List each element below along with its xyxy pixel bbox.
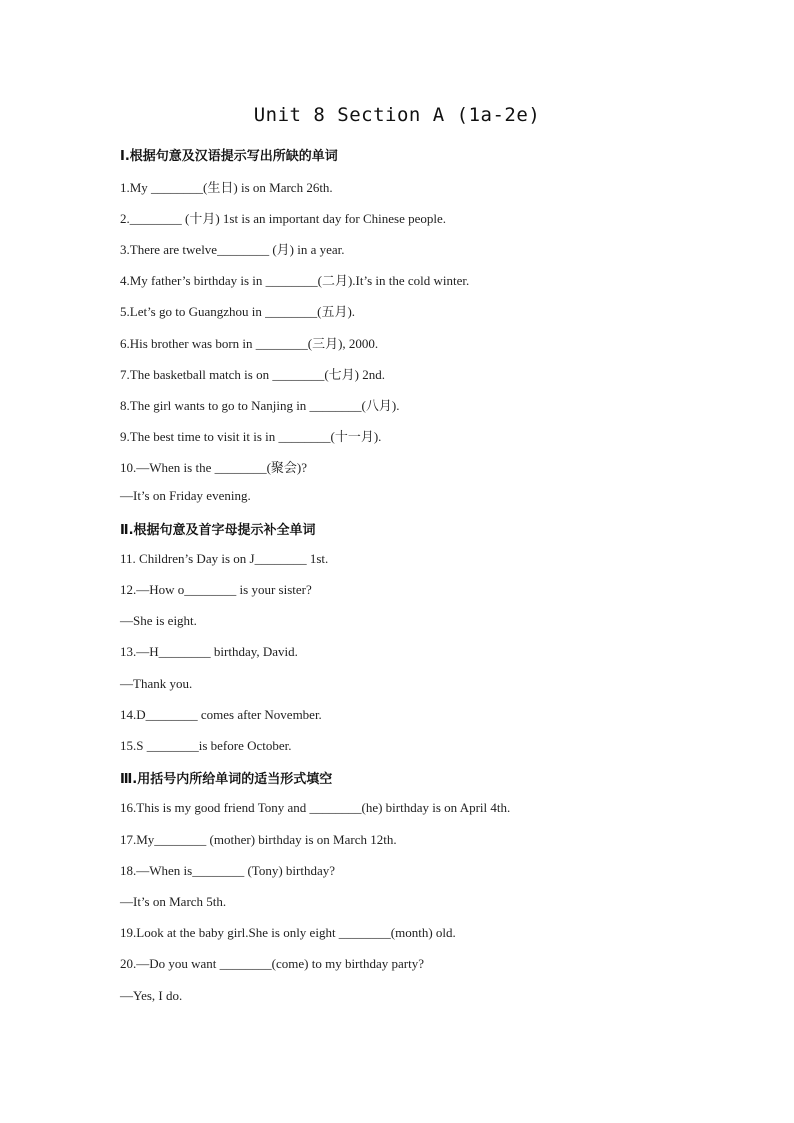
question-line: 3.There are twelve________ (月) in a year. <box>120 242 345 257</box>
section-3-heading: Ⅲ.用括号内所给单词的适当形式填空 <box>120 772 333 787</box>
answer-line: —She is eight. <box>120 613 197 628</box>
question-line: 7.The basketball match is on ________(七月) 2nd. <box>120 367 386 382</box>
answer-line: —It’s on Friday evening. <box>120 488 251 503</box>
question-line: 19.Look at the baby girl.She is only eight ________(month) old. <box>120 925 456 940</box>
question-line: 13.—H________ birthday, David. <box>120 644 298 659</box>
question-line: 9.The best time to visit it is in ________(十一月). <box>120 429 382 444</box>
question-line: 15.S ________is before October. <box>120 738 292 753</box>
question-line: 6.His brother was born in ________(三月), 2000. <box>120 336 379 351</box>
question-line: 4.My father’s birthday is in ________(二月).It’s in the cold winter. <box>120 273 470 288</box>
answer-line: —Thank you. <box>120 676 193 691</box>
section-1-heading: Ⅰ.根据句意及汉语提示写出所缺的单词 <box>120 149 338 164</box>
question-line: 1.My ________(生日) is on March 26th. <box>120 180 333 195</box>
question-line: 20.—Do you want ________(come) to my birthday party? <box>120 956 424 971</box>
page-title: Unit 8 Section A (1a-2e) <box>253 104 541 126</box>
question-line: 14.D________ comes after November. <box>120 707 322 722</box>
question-line: 2.________ (十月) 1st is an important day for Chinese people. <box>120 211 447 226</box>
answer-line: —Yes, I do. <box>120 988 183 1003</box>
section-2-heading: Ⅱ.根据句意及首字母提示补全单词 <box>120 523 316 538</box>
question-line: 11. Children’s Day is on J________ 1st. <box>120 551 329 566</box>
question-line: 16.This is my good friend Tony and ________(he) birthday is on April 4th. <box>120 800 511 815</box>
question-line: 18.—When is________ (Tony) birthday? <box>120 863 335 878</box>
question-line: 12.—How o________ is your sister? <box>120 582 312 597</box>
question-line: 8.The girl wants to go to Nanjing in ________(八月). <box>120 398 400 413</box>
question-line: 5.Let’s go to Guangzhou in ________(五月). <box>120 304 356 319</box>
question-line: 10.—When is the ________(聚会)? <box>120 460 308 475</box>
answer-line: —It’s on March 5th. <box>120 894 227 909</box>
question-line: 17.My________ (mother) birthday is on March 12th. <box>120 832 397 847</box>
